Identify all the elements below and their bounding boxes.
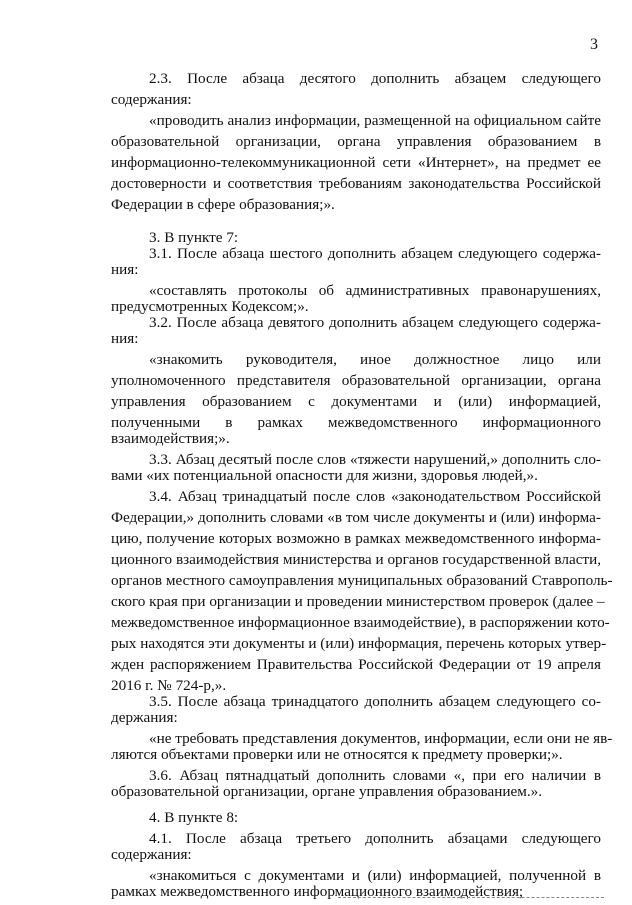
- text-line: ляются объектами проверки или не относятся к предмету проверки;».: [111, 746, 563, 763]
- text-line: полученными в рамках межведомственного информационного: [111, 414, 601, 431]
- text-line: 3.2. После абзаца девятого дополнить абзацем следующего содержа-: [149, 314, 601, 331]
- text-line: «составлять протоколы об административных правонарушениях,: [149, 282, 601, 299]
- text-line: 4.1. После абзаца третьего дополнить абзацами следующего: [149, 830, 601, 847]
- text-line: ционного взаимодействия министерства и органов государственной власти,: [111, 551, 601, 568]
- text-line: образовательной организации, органе управления образованием.».: [111, 783, 543, 800]
- text-line: рых находятся эти документы и (или) информация, перечень которых утвер-: [111, 635, 607, 652]
- text-line: 4. В пункте 8:: [149, 809, 239, 826]
- text-line: 3.4. Абзац тринадцатый после слов «законодательством Российской: [149, 488, 601, 505]
- text-line: ния:: [111, 261, 139, 278]
- text-line: «проводить анализ информации, размещенной на официальном сайте: [149, 112, 601, 129]
- text-line: 3.1. После абзаца шестого дополнить абзацем следующего содержа-: [149, 245, 601, 262]
- text-line: «знакомиться с документами и (или) информацией, полученной в: [149, 867, 601, 884]
- text-line: предусмотренных Кодексом;».: [111, 298, 309, 315]
- text-line: 3.6. Абзац пятнадцатый дополнить словами «, при его наличии в: [149, 767, 601, 784]
- text-line: органов местного самоуправления муниципальных образований Ставрополь-: [111, 572, 613, 589]
- text-line: 3.3. Абзац десятый после слов «тяжести нарушений,» дополнить сло-: [149, 451, 601, 468]
- text-line: взаимодействия;».: [111, 430, 230, 447]
- text-line: ния:: [111, 330, 139, 347]
- text-line: 2016 г. № 724-р,».: [111, 677, 227, 694]
- text-line: 3.5. После абзаца тринадцатого дополнить абзацем следующего со-: [149, 693, 601, 710]
- text-line: образовательной организации, органа управления образованием в: [111, 133, 601, 150]
- text-line: вами «их потенциальной опасности для жизни, здоровья людей,».: [111, 467, 538, 484]
- text-line: 2.3. После абзаца десятого дополнить абзацем следующего: [149, 70, 601, 87]
- text-line: уполномоченного представителя образовательной организации, органа: [111, 372, 601, 389]
- text-line: «не требовать представления документов, информации, если они не яв-: [149, 730, 613, 747]
- footer-rule: [338, 897, 604, 899]
- text-line: «знакомить руководителя, иное должностное лицо или: [149, 351, 601, 368]
- text-line: ского края при организации и проведении министерством проверок (далее –: [111, 593, 605, 610]
- page-number: 3: [590, 36, 598, 53]
- text-line: цию, получение которых возможно в рамках межведомственного информа-: [111, 530, 601, 547]
- text-line: рамках межведомственного информационного взаимодействия;: [111, 883, 524, 900]
- text-line: Федерации в сфере образования;».: [111, 196, 335, 213]
- text-line: информационно-телекоммуникационной сети «Интернет», на предмет ее: [111, 154, 601, 171]
- text-line: управления образованием с документами и (или) информацией,: [111, 393, 601, 410]
- text-line: держания:: [111, 709, 178, 726]
- text-line: жден распоряжением Правительства Российской Федерации от 19 апреля: [111, 656, 601, 673]
- text-line: межведомственное информационное взаимодействие), в распоряжении кото-: [111, 614, 610, 631]
- text-line: содержания:: [111, 846, 192, 863]
- text-line: содержания:: [111, 91, 192, 108]
- text-line: Федерации,» дополнить словами «в том числе документы и (или) информа-: [111, 509, 601, 526]
- text-line: 3. В пункте 7:: [149, 229, 239, 246]
- text-line: достоверности и соответствия требованиям законодательства Российской: [111, 175, 601, 192]
